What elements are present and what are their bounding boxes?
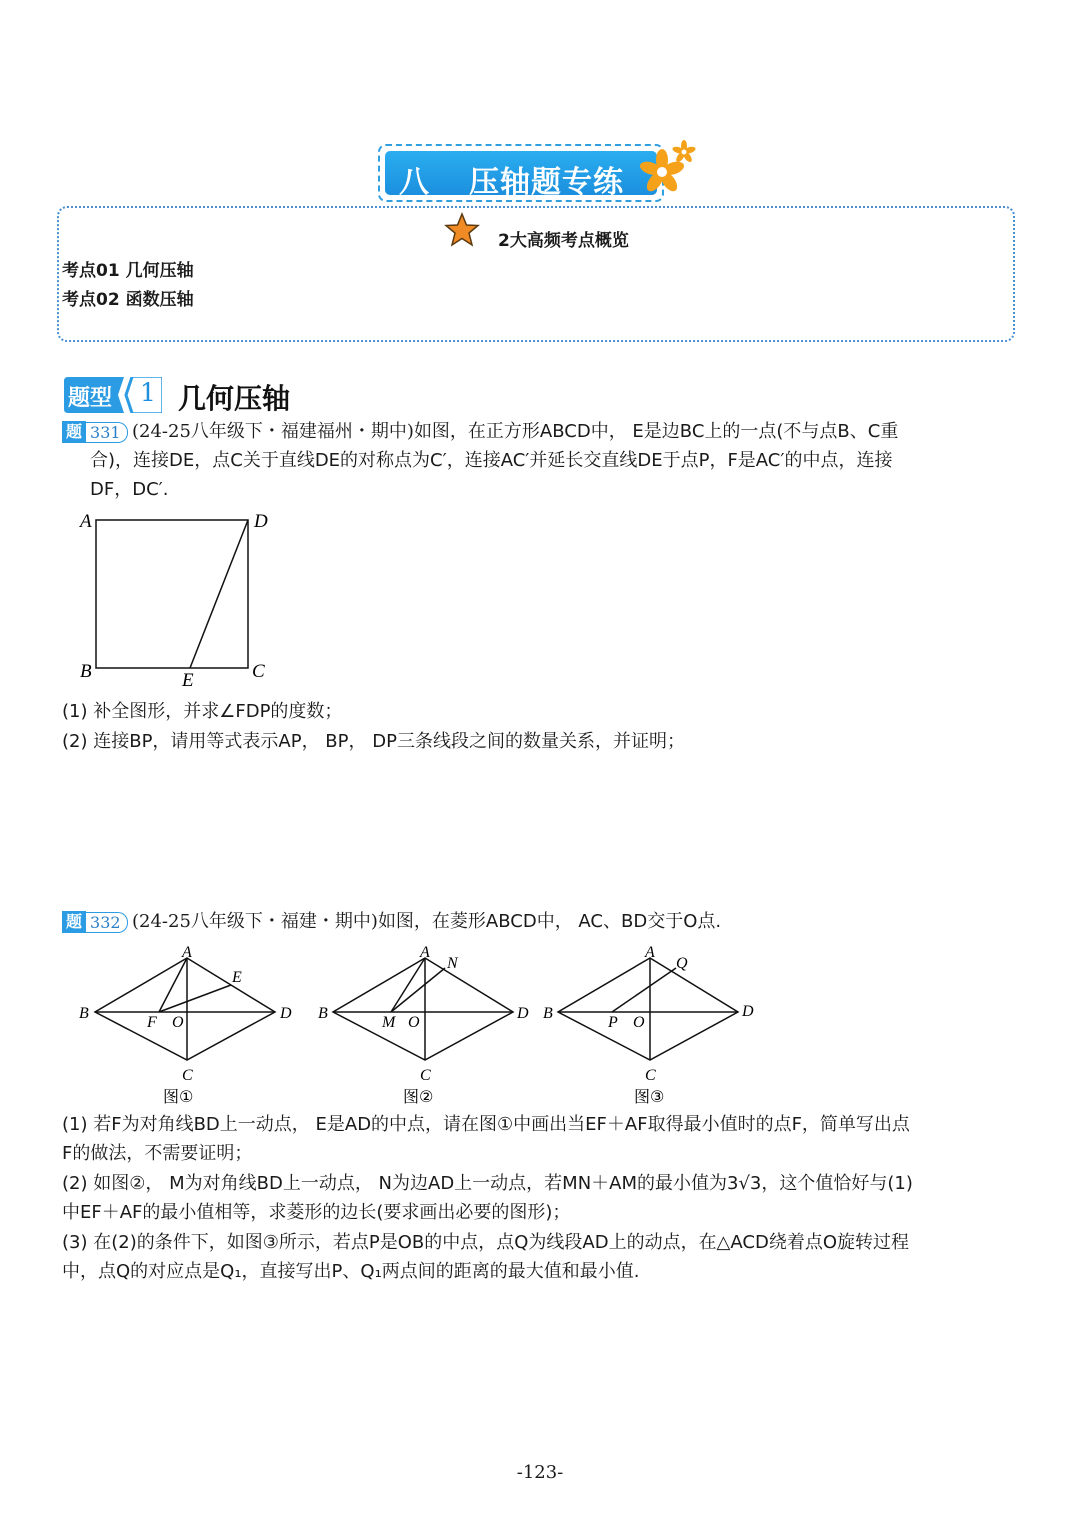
fig1-caption: 图① bbox=[163, 1087, 194, 1106]
rhombus-figure-3 bbox=[540, 940, 765, 1110]
overview-item-2: 考点02 函数压轴 bbox=[62, 290, 194, 310]
chapter-title: 压轴题专练 bbox=[469, 165, 624, 200]
fig3-label-p: P bbox=[608, 1014, 618, 1031]
fig2-label-o: O bbox=[408, 1014, 420, 1031]
fig2-label-d: D bbox=[517, 1005, 529, 1022]
fig3-label-q: Q bbox=[676, 955, 688, 972]
fig1-label-f: F bbox=[147, 1014, 157, 1031]
q332-part3-line2: 中，点Q的对应点是Q₁，直接写出P、Q₁两点间的距离的最大值和最小值. bbox=[62, 1261, 640, 1282]
q331-square-figure bbox=[72, 508, 282, 693]
label-b: B bbox=[80, 661, 92, 682]
fig2-label-a: A bbox=[420, 944, 430, 961]
page-number: -123- bbox=[516, 1462, 564, 1483]
q331-part1: (1) 补全图形，并求∠FDP的度数； bbox=[62, 701, 343, 722]
chapter-banner bbox=[378, 144, 664, 202]
fig3-label-a: A bbox=[645, 944, 655, 961]
q331-source: (24-25八年级下・福建福州・期中) bbox=[132, 421, 414, 442]
fig2-label-b: B bbox=[318, 1005, 328, 1022]
q331-stem-1: 如图，在正方形ABCD中， E是边BC上的一点(不与点B、C重 bbox=[413, 421, 899, 442]
rhombus-figure-2 bbox=[315, 940, 540, 1110]
overview-title: 2大高频考点概览 bbox=[498, 231, 629, 251]
q332-part1-line2: F的做法，不需要证明； bbox=[62, 1143, 253, 1164]
fig1-label-b: B bbox=[79, 1005, 89, 1022]
fig2-label-m: M bbox=[382, 1014, 396, 1031]
fig1-label-c: C bbox=[182, 1067, 193, 1084]
q331-text-line1 bbox=[132, 417, 898, 447]
q331-text-line3: DF，DC′. bbox=[90, 479, 169, 500]
q332-text-line1 bbox=[132, 907, 721, 937]
chapter-number: 八 bbox=[399, 165, 429, 200]
question-331-badge: 题 331 bbox=[62, 421, 128, 443]
fig3-label-b: B bbox=[543, 1005, 553, 1022]
flower-icon bbox=[636, 138, 698, 200]
label-e: E bbox=[182, 670, 194, 691]
star-icon bbox=[444, 212, 480, 248]
fig3-label-c: C bbox=[645, 1067, 656, 1084]
label-c: C bbox=[252, 661, 265, 682]
segment-de bbox=[190, 520, 248, 668]
q332-part3-line1: (3) 在(2)的条件下，如图③所示，若点P是OB的中点，点Q为线段AD上的动点，在△ACD绕着点O旋转过程 bbox=[62, 1232, 909, 1253]
rhombus-figure-1 bbox=[75, 940, 300, 1110]
overview-item-1: 考点01 几何压轴 bbox=[62, 261, 194, 281]
fig3-label-o: O bbox=[633, 1014, 645, 1031]
q332-stem-1: 如图，在菱形ABCD中， AC、BD交于O点. bbox=[377, 911, 722, 932]
fig2-label-c: C bbox=[420, 1067, 431, 1084]
fig3-label-d: D bbox=[742, 1003, 754, 1020]
section-title: 几何压轴 bbox=[178, 382, 291, 415]
square-abcd bbox=[96, 520, 248, 668]
section-type-label: 题型 bbox=[68, 386, 113, 411]
q332-part2-line2: 中EF＋AF的最小值相等，求菱形的边长(要求画出必要的图形)； bbox=[62, 1202, 571, 1223]
fig2-label-n: N bbox=[447, 955, 458, 972]
q331-text-line2: 合)，连接DE，点C关于直线DE的对称点为C′，连接AC′并延长交直线DE于点P，F是AC′的中点，连接 bbox=[90, 450, 893, 471]
q332-part2-line1: (2) 如图②， M为对角线BD上一动点， N为边AD上一动点，若MN＋AM的最小值为3√3，这个值恰好与(1) bbox=[62, 1173, 913, 1194]
fig1-label-a: A bbox=[182, 944, 192, 961]
fig1-label-d: D bbox=[280, 1005, 292, 1022]
section-type-number: 1 bbox=[140, 378, 156, 407]
label-d: D bbox=[254, 511, 268, 532]
label-a: A bbox=[80, 511, 92, 532]
fig1-label-e: E bbox=[232, 969, 242, 986]
fig2-caption: 图② bbox=[403, 1087, 434, 1106]
question-332-badge: 题 332 bbox=[62, 911, 128, 933]
q332-part1-line1: (1) 若F为对角线BD上一动点， E是AD的中点，请在图①中画出当EF＋AF取得最小值时的点F，简单写出点 bbox=[62, 1114, 910, 1135]
q331-part2: (2) 连接BP，请用等式表示AP， BP， DP三条线段之间的数量关系，并证明； bbox=[62, 731, 685, 752]
fig3-caption: 图③ bbox=[634, 1087, 665, 1106]
q332-source: (24-25八年级下・福建・期中) bbox=[132, 911, 378, 932]
fig1-label-o: O bbox=[172, 1014, 184, 1031]
